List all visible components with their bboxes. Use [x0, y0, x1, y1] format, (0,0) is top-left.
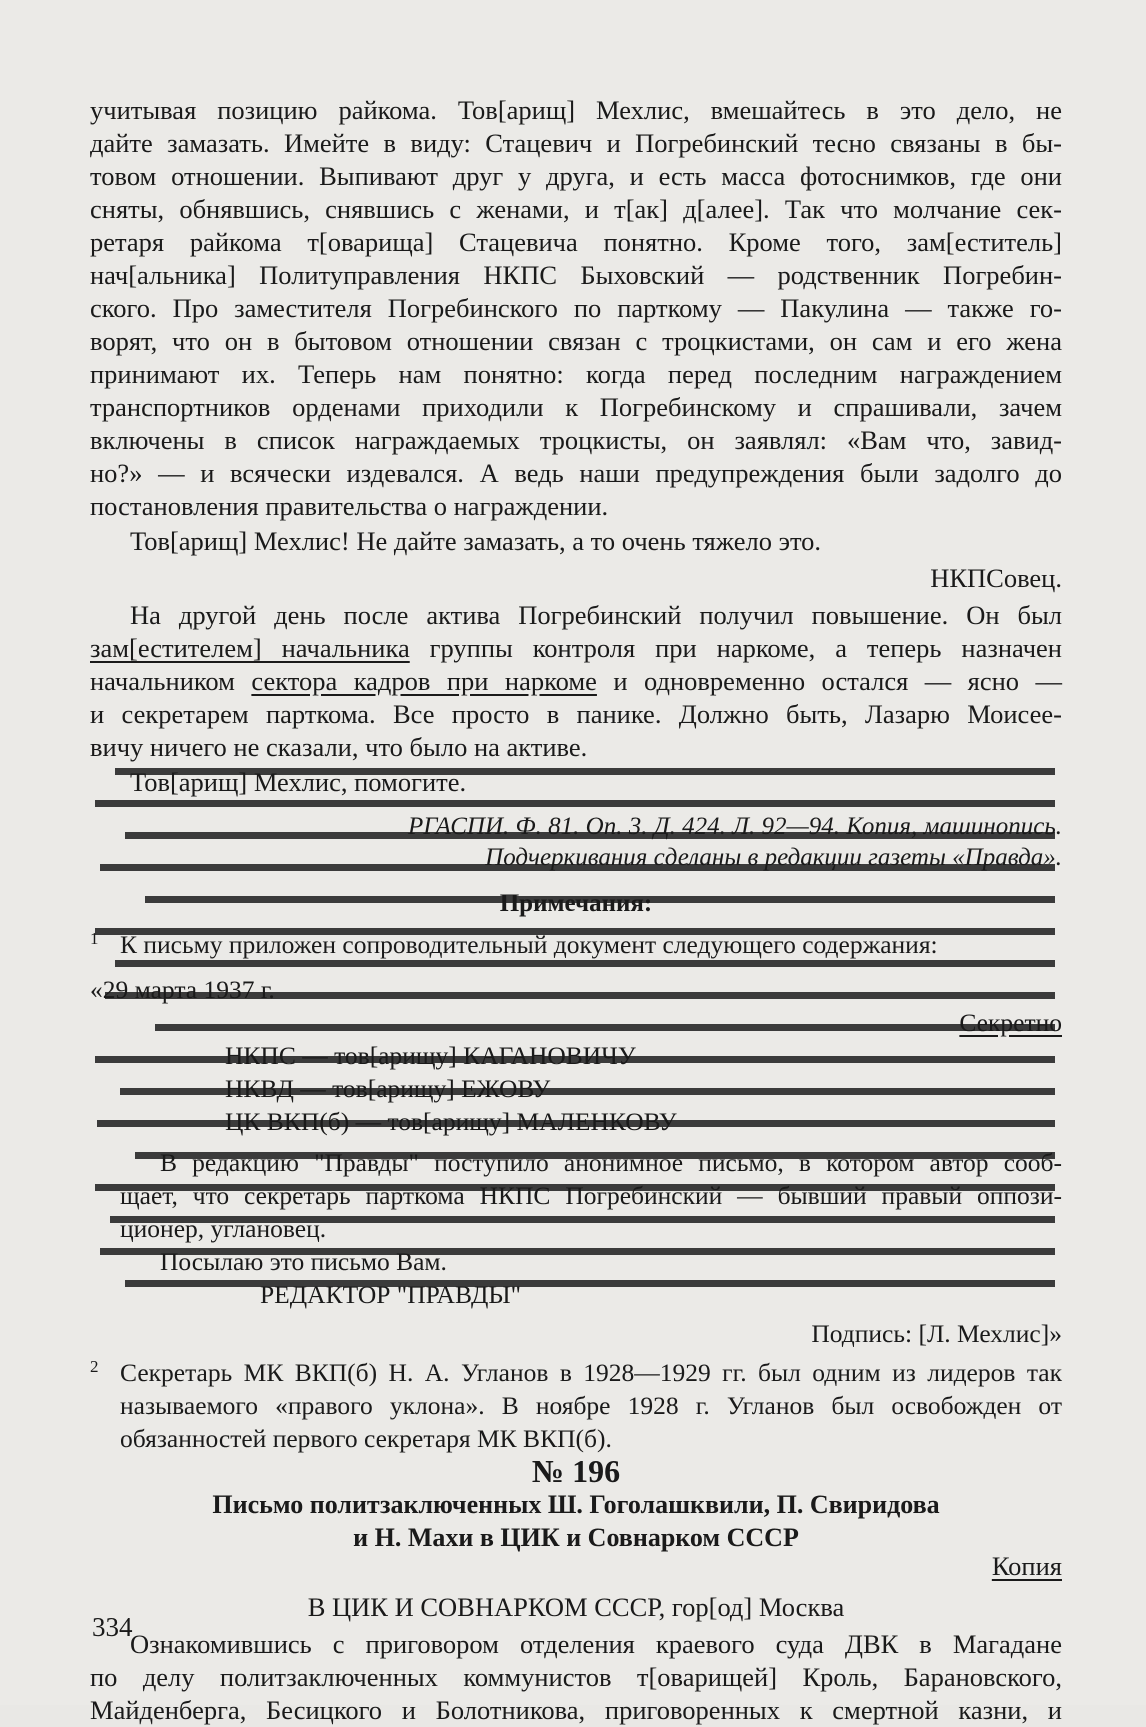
document-address: В ЦИК И СОВНАРКОМ СССР, гор[од] Москва: [307, 1592, 845, 1622]
document-title-line: Письмо политзаключенных Ш. Гоголашквили, П. Свиридова: [212, 1490, 940, 1519]
para-line: вичу ничего не сказали, что было на активе.: [90, 732, 588, 762]
text-span: и одновременно остался — ясно —: [596, 666, 1062, 696]
addressee: ЦК ВКП(б) — тов[арищу] МАЛЕНКОВУ: [225, 1107, 677, 1136]
letter-signature: НКПСовец.: [930, 563, 1062, 593]
archive-source: РГАСПИ. Ф. 81. Оп. 3. Д. 424. Л. 92—94. Копия, машинопись.: [408, 813, 1062, 840]
cover-date: «29 марта 1937 г.: [90, 975, 275, 1004]
cover-line: В редакцию "Правды" поступило анонимное письмо, в котором автор сооб-: [160, 1148, 1062, 1177]
cover-letter-header: [90, 973, 1062, 1006]
footnote-line: обязанностей первого секретаря МК ВКП(б).: [120, 1424, 612, 1453]
addressee-list: [90, 1039, 1062, 1138]
underlined-phrase: сектора кадров при наркоме: [251, 666, 597, 696]
footnote-line: называемого «правого уклона». В ноябре 1928 г. Угланов был освобожден от: [120, 1391, 1062, 1420]
page-number: 334: [92, 1612, 133, 1642]
para-line: нач[альника] Политуправления НКПС Быховский — родственник Погребин-: [90, 260, 1062, 290]
para-line: транспортников орденами приходили к Погребинскому и спрашивали, зачем: [90, 392, 1062, 422]
para-line: дайте замазать. Имейте в виду: Стацевич и Погребинский тесно связаны в бы-: [90, 128, 1062, 158]
letter-body: [90, 94, 1062, 1727]
para-line: сняты, обнявшись, снявшись с женами, и т[ак] д[алее]. Так что молчание сек-: [90, 194, 1062, 224]
para-line: На другой день после актива Погребинский получил повышение. Он был: [130, 600, 1062, 630]
copy-label: Копия: [991, 1551, 1062, 1581]
footnote-text: К письму приложен сопроводительный документ следующего содержания:: [120, 930, 938, 959]
secret-label: Секретно: [959, 1008, 1062, 1037]
para-line-underlined: [90, 665, 1062, 698]
cover-sending: Посылаю это письмо Вам.: [160, 1247, 447, 1276]
para-line: включены в список награждаемых троцкисты, он заявлял: «Вам что, завид-: [90, 425, 1062, 455]
underlined-phrase: зам[естителем] начальника: [90, 633, 410, 663]
notes-heading: Примечания:: [499, 890, 653, 917]
document-title-line: и Н. Махи в ЦИК и Совнарком СССР: [353, 1523, 799, 1552]
footnote-marker: 2: [90, 1357, 99, 1376]
copy-label-row: [90, 1550, 1062, 1583]
para-line: принимают их. Теперь нам понятно: когда перед последним награждением: [90, 359, 1062, 389]
para-line: учитывая позицию райкома. Тов[арищ] Мехлис, вмешайтесь в это дело, не: [90, 95, 1062, 125]
para-line: но?» — и всячески издевался. А ведь наши предупреждения были задолго до: [90, 458, 1062, 488]
footnote-marker: 1: [90, 929, 99, 948]
doc-body-line: Майденберга, Бесицкого и Болотникова, приговоренных к смертной казни, и: [90, 1695, 1062, 1725]
addressee: НКВД — тов[арищу] ЕЖОВУ: [225, 1074, 551, 1103]
doc-body-line: Ознакомившись с приговором отделения краевого суда ДВК в Магадане: [130, 1629, 1062, 1659]
para-line: ворят, что он в бытовом отношении связан с троцкистами, он сам и его жена: [90, 326, 1062, 356]
addressee: НКПС — тов[арищу] КАГАНОВИЧУ: [225, 1041, 636, 1070]
cover-editor: РЕДАКТОР "ПРАВДЫ": [260, 1280, 522, 1309]
para-line: ретаря райкома т[оварища] Стацевича понятно. Кроме того, зам[еститель]: [90, 227, 1062, 257]
footnote-2: [90, 1356, 1062, 1455]
text-span: начальником: [90, 666, 252, 696]
cover-secret-row: [90, 1006, 1062, 1039]
doc-body-line: по делу политзаключенных коммунистов т[оварищей] Кроль, Барановского,: [90, 1662, 1062, 1692]
cover-signature: Подпись: [Л. Мехлис]»: [811, 1319, 1062, 1348]
footnote-1: [90, 928, 1062, 961]
para-line: ского. Про заместителя Погребинского по парткому — Пакулина — также го-: [90, 293, 1062, 323]
para-line: товом отношении. Выпивают друг у друга, и есть масса фотоснимков, где они: [90, 161, 1062, 191]
archive-source-note: Подчеркивания сделаны в редакции газеты «Правда».: [485, 844, 1062, 871]
plea-line: Тов[арищ] Мехлис! Не дайте замазать, а то очень тяжело это.: [130, 526, 822, 556]
para-line-underlined: [90, 632, 1062, 665]
para-line: постановления правительства о награждении.: [90, 491, 609, 521]
para-line: и секретарем парткома. Все просто в панике. Должно быть, Лазарю Моисее-: [90, 699, 1062, 729]
cover-letter-body: [90, 1146, 1062, 1350]
plea-line: Тов[арищ] Мехлис, помогите.: [130, 767, 467, 797]
document-number: № 196: [531, 1453, 621, 1489]
footnote-line: Секретарь МК ВКП(б) Н. А. Угланов в 1928—1929 гг. был одним из лидеров так: [120, 1358, 1062, 1387]
cover-line: щает, что секретарь парткома НКПС Погребинский — бывший правый оппози-: [120, 1181, 1062, 1210]
cover-line: ционер, углановец.: [120, 1214, 327, 1243]
text-span: группы контроля при наркоме, а теперь назначен: [409, 633, 1062, 663]
